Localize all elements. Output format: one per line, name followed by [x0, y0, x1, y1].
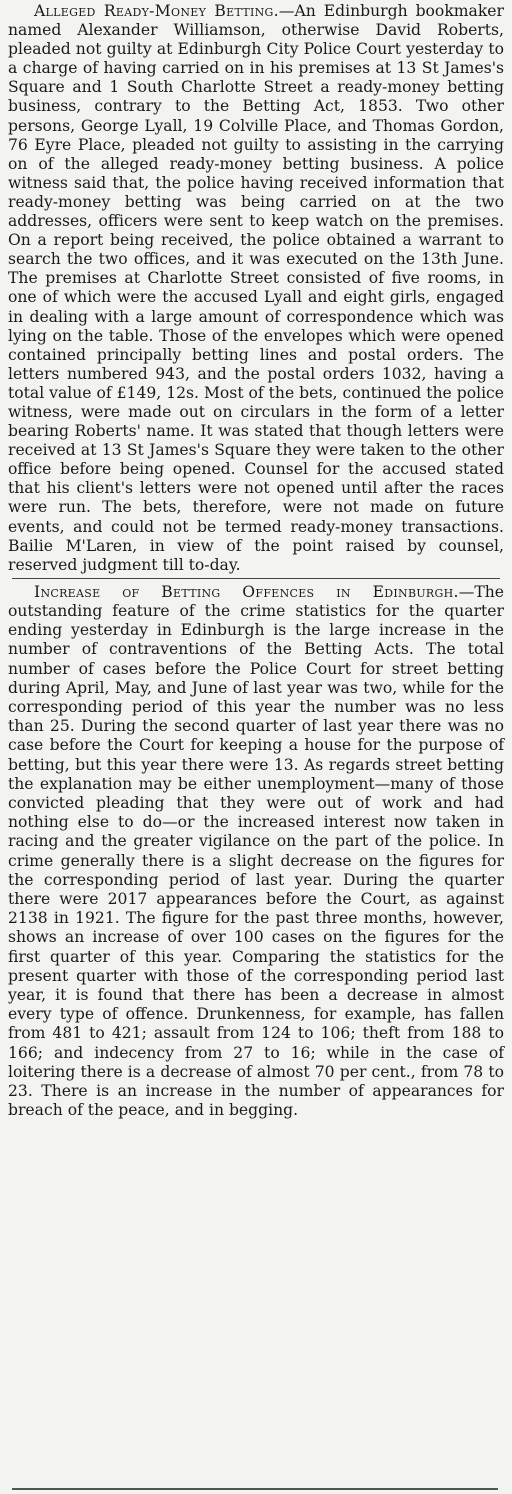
article-heading: Alleged Ready-Money Betting. — [34, 2, 279, 20]
bottom-rule — [12, 1488, 498, 1490]
article-body: —The outstanding feature of the crime statistics for the quarter ending yesterday in Edinburgh is the large increase in the number of contraventions of the Betting Acts. The total number of cases before the Police Court for street betting during April, May, and June of last year was two, while for the corresponding period of this year the number was no less than 25. During the second quarter of last year there was no case before the Court for keeping a house for the purpose of betting, but this year there were 13. As regards street betting the explanation may be either unemployment—many of those convicted pleading that they were out of work and had nothing else to do—or the increased interest now taken in racing and the greater vigilance on the part of the police. In crime generally there is a slight decrease on the figures for the corresponding period of last year. During the quarter there were 2017 appearances before the Court, as against 2138 in 1921. The figure for the past three months, however, shows an increase of over 100 cases on the figures for the first quarter of this year. Comparing the statistics for the present quarter with those of the corresponding period last year, it is found that there has been a decrease in almost every type of offence. Drunkenness, for example, has fallen from 481 to 421; assault from 124 to 106; theft from 188 to 166; and indecency from 27 to 16; while in the case of loitering there is a decrease of almost 70 per cent., from 78 to 23. There is an increase in the number of appearances for breach of the peace, and in begging. — [8, 582, 504, 1120]
article-body: —An Edinburgh bookmaker named Alexander Williamson, otherwise David Roberts, pleaded not guilty at Edinburgh City Police Court yesterday to a charge of having carried on in his premises at 13 St James's Square and 1 South Charlotte Street a ready-money betting business, contrary to the Betting Act, 1853. Two other persons, George Lyall, 19 Colville Place, and Thomas Gordon, 76 Eyre Place, pleaded not guilty to assisting in the carrying on of the alleged ready-money betting business. A police witness said that, the police having received information that ready-money betting was being carried on at the two addresses, officers were sent to keep watch on the premises. On a report being received, the police obtained a warrant to search the two offices, and it was executed on the 13th June. The premises at Charlotte Street consisted of five rooms, in one of which were the accused Lyall and eight girls, engaged in dealing with a large amount of correspondence which was lying on the table. Those of the envelopes which were opened contained principally betting lines and postal orders. The letters numbered 943, and the postal orders 1032, having a total value of £149, 12s. Most of the bets, continued the police witness, were made out on circulars in the form of a letter bearing Roberts' name. It was stated that though letters were received at 13 St James's Square they were taken to the other office before being opened. Counsel for the accused stated that his client's letters were not opened until after the races were run. The bets, therefore, were not made on future events, and could not be termed ready-money transactions. Bailie M'Laren, in view of the point raised by counsel, reserved judgment till to-day. — [8, 2, 505, 574]
column-divider — [12, 578, 500, 579]
article-paragraph — [8, 583, 504, 1121]
article-betting-offences — [8, 583, 504, 1121]
article-heading: Increase of Betting Offences in Edinburgh. — [34, 582, 459, 601]
article-ready-money-betting — [8, 2, 504, 575]
article-paragraph — [8, 2, 504, 575]
